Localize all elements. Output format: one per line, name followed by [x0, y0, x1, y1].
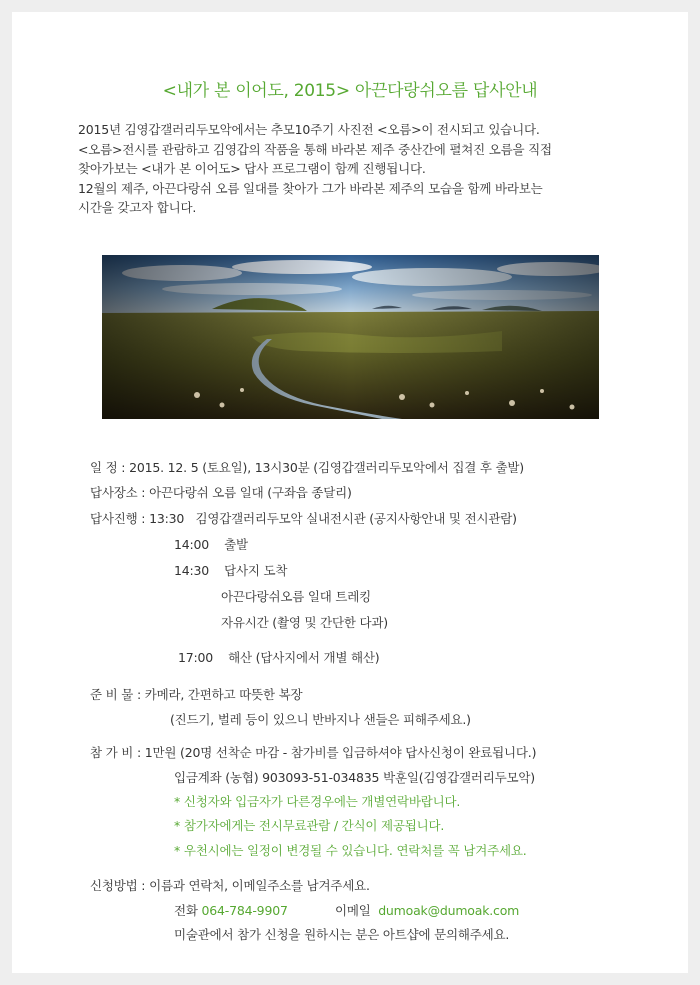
- phone-label: 전화: [174, 903, 198, 918]
- apply-label: 신청방법 :: [90, 878, 146, 893]
- fee-row: [90, 743, 536, 761]
- fee-note: * 신청자와 입금자가 다른경우에는 개별연락바랍니다.: [174, 794, 461, 809]
- landscape-photo: [102, 255, 599, 419]
- progress-text: 답사지 도착: [224, 563, 288, 578]
- supplies-value: 카메라, 간편하고 따뜻한 복장: [144, 687, 303, 702]
- email-link[interactable]: dumoak@dumoak.com: [378, 903, 520, 918]
- place-value: 아끈다랑쉬 오름 일대 (구좌읍 종달리): [149, 485, 352, 500]
- fee-note: * 우천시에는 일정이 변경될 수 있습니다. 연락처를 꼭 남겨주세요.: [174, 843, 527, 858]
- end-time: 17:00: [178, 650, 214, 665]
- progress-time: 14:00: [174, 537, 210, 552]
- schedule-item: [174, 561, 287, 579]
- date-value: 2015. 12. 5 (토요일), 13시30분 (김영갑갤러리두모악에서 집결 후 출발): [129, 460, 524, 475]
- schedule-end: [178, 648, 379, 666]
- supplies-note: (진드기, 벌레 등이 있으니 반바지나 샌들은 피해주세요.): [170, 712, 471, 727]
- schedule-item: [174, 535, 248, 553]
- email-label: 이메일: [335, 903, 371, 918]
- apply-value: 이름과 연락처, 이메일주소를 남겨주세요.: [149, 878, 370, 893]
- intro-line: 시간을 갖고자 합니다.: [78, 200, 197, 215]
- progress-text: 출발: [224, 537, 248, 552]
- end-text: 해산 (답사지에서 개별 해산): [228, 650, 380, 665]
- page-title: <내가 본 이어도, 2015> 아끈다랑쉬오름 답사안내: [162, 81, 538, 101]
- apply-email: [335, 901, 519, 919]
- intro-line: 2015년 김영갑갤러리두모악에서는 추모10주기 사진전 <오름>이 전시되고 있습니다.: [78, 122, 540, 137]
- supplies-row: [90, 685, 302, 703]
- intro-text: [78, 120, 638, 218]
- apply-contact: [174, 901, 288, 919]
- page-card: [12, 12, 688, 973]
- progress-time: 14:30: [174, 563, 210, 578]
- intro-line: 12월의 제주, 아끈다랑쉬 오름 일대를 찾아가 그가 바라본 제주의 모습을 함께 바라보는: [78, 180, 543, 196]
- supplies-label: 준 비 물 :: [90, 687, 141, 702]
- fee-account: 입금계좌 (농협) 903093-51-034835 박훈일(김영갑갤러리두모악): [174, 770, 535, 785]
- date-label: 일 정 :: [90, 460, 126, 475]
- date-row: [90, 458, 524, 476]
- schedule-sub-item: 자유시간 (촬영 및 간단한 다과): [221, 615, 388, 630]
- apply-note: 미술관에서 참가 신청을 원하시는 분은 아트샵에 문의해주세요.: [174, 927, 510, 942]
- progress-time: 13:30: [149, 511, 185, 526]
- place-label: 답사장소 :: [90, 485, 146, 500]
- fee-note: * 참가자에게는 전시무료관람 / 간식이 제공됩니다.: [174, 818, 445, 833]
- intro-line: 찾아가보는 <내가 본 이어도> 답사 프로그램이 함께 진행됩니다.: [78, 161, 426, 176]
- intro-line: <오름>전시를 관람하고 김영갑의 작품을 통해 바라본 제주 중산간에 펼쳐진 오름을 직접: [78, 141, 552, 157]
- fee-value: 1만원 (20명 선착순 마감 - 참가비를 입금하셔야 답사신청이 완료됩니다.): [144, 745, 537, 760]
- apply-row: [90, 876, 370, 894]
- progress-label: 답사진행 :: [90, 511, 146, 526]
- progress-text: 김영갑갤러리두모악 실내전시관 (공지사항안내 및 전시관람): [195, 511, 517, 526]
- fee-label: 참 가 비 :: [90, 745, 141, 760]
- schedule-sub-item: 아끈다랑쉬오름 일대 트레킹: [221, 589, 372, 604]
- place-row: [90, 483, 352, 501]
- phone-number: 064-784-9907: [201, 903, 288, 918]
- progress-row: [90, 509, 517, 527]
